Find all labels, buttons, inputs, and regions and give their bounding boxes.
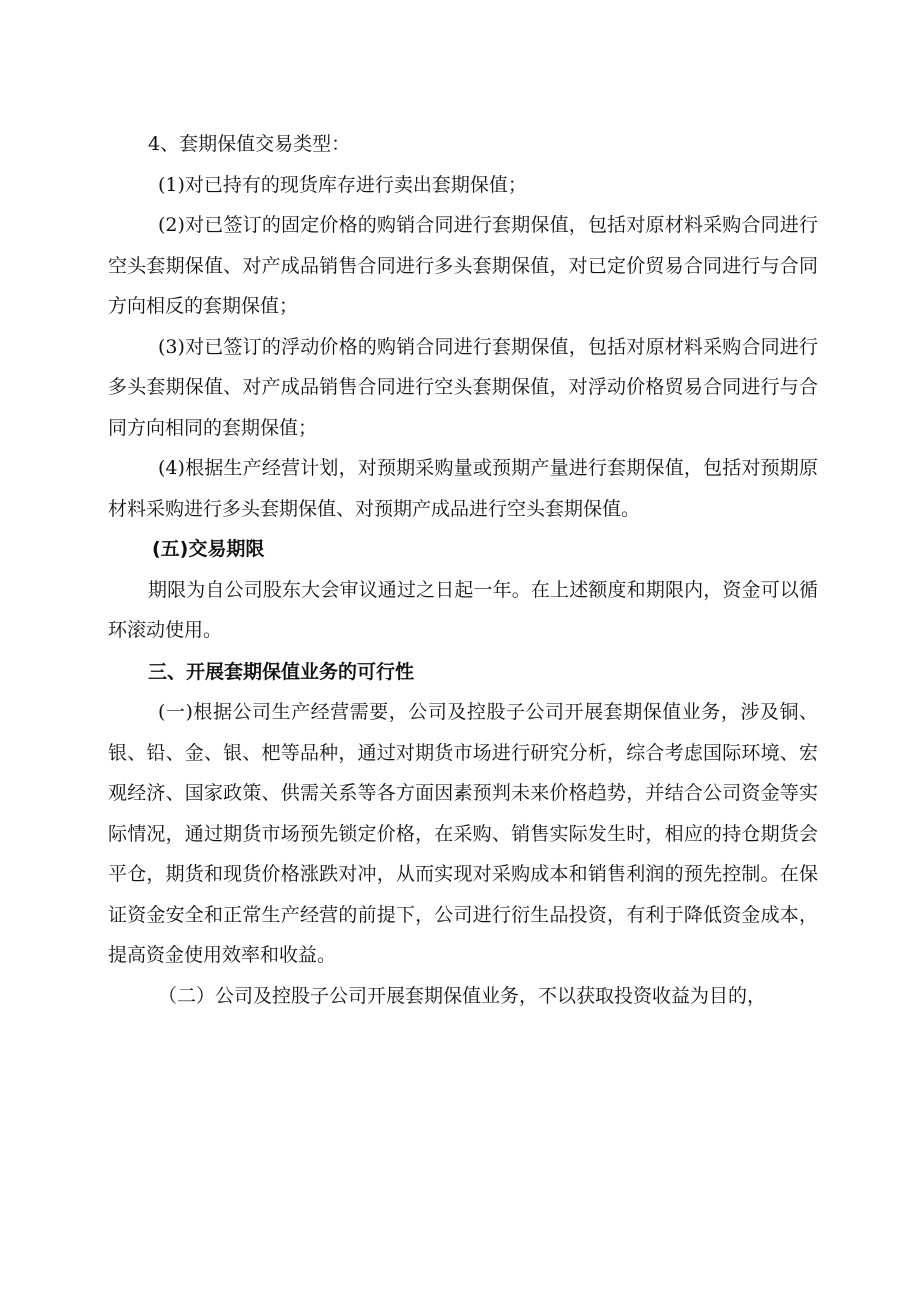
paragraph-feasibility-1: (一)根据公司生产经营需要，公司及控股子公司开展套期保值业务，涉及铜、银、铅、金、银、杷等品种，通过对期货市场进行研究分析，综合考虑国际环境、宏观经济、国家政策、供需关系等各方面因素预判未来价格趋势，并结合公司资金等实际情况，通过期货市场预先锁定价格，在采购、销售实际发生时，相应的持仓期货会平仓，期货和现货价格涨跌对冲，从而实现对采购成本和销售利润的预先控制。在保证资金安全和正常生产经营的前提下，公司进行衍生品投资，有利于降低资金成本，提高资金使用效率和收益。 bbox=[108, 701, 818, 966]
section-heading-feasibility: 三、开展套期保值业务的可行性 bbox=[148, 660, 415, 683]
paragraph-hedging-type-2: (2)对已签订的固定价格的购销合同进行套期保值，包括对原材料采购合同进行空头套期保值、对产成品销售合同进行多头套期保值，对已定价贸易合同进行与合同方向相反的套期保值； bbox=[108, 214, 818, 317]
paragraph-trading-period: 期限为自公司股东大会审议通过之日起一年。在上述额度和期限内，资金可以循环滚动使用。 bbox=[108, 578, 818, 641]
paragraph-hedging-type-1: (1)对已持有的现货库存进行卖出套期保值； bbox=[158, 173, 527, 196]
paragraph-feasibility-2: （二）公司及控股子公司开展套期保值业务，不以获取投资收益为目的， bbox=[158, 984, 767, 1007]
document-body bbox=[108, 124, 818, 1016]
paragraph-hedging-types-title: 4、套期保值交易类型： bbox=[148, 133, 351, 155]
paragraph-hedging-type-4: (4)根据生产经营计划，对预期采购量或预期产量进行套期保值，包括对预期原材料采购进行多头套期保值、对预期产成品进行空头套期保值。 bbox=[108, 457, 818, 520]
paragraph-hedging-type-3: (3)对已签订的浮动价格的购销合同进行套期保值，包括对原材料采购合同进行多头套期保值、对产成品销售合同进行空头套期保值，对浮动价格贸易合同进行与合同方向相同的套期保值； bbox=[108, 335, 818, 439]
section-heading-trading-period: (五)交易期限 bbox=[152, 538, 265, 560]
